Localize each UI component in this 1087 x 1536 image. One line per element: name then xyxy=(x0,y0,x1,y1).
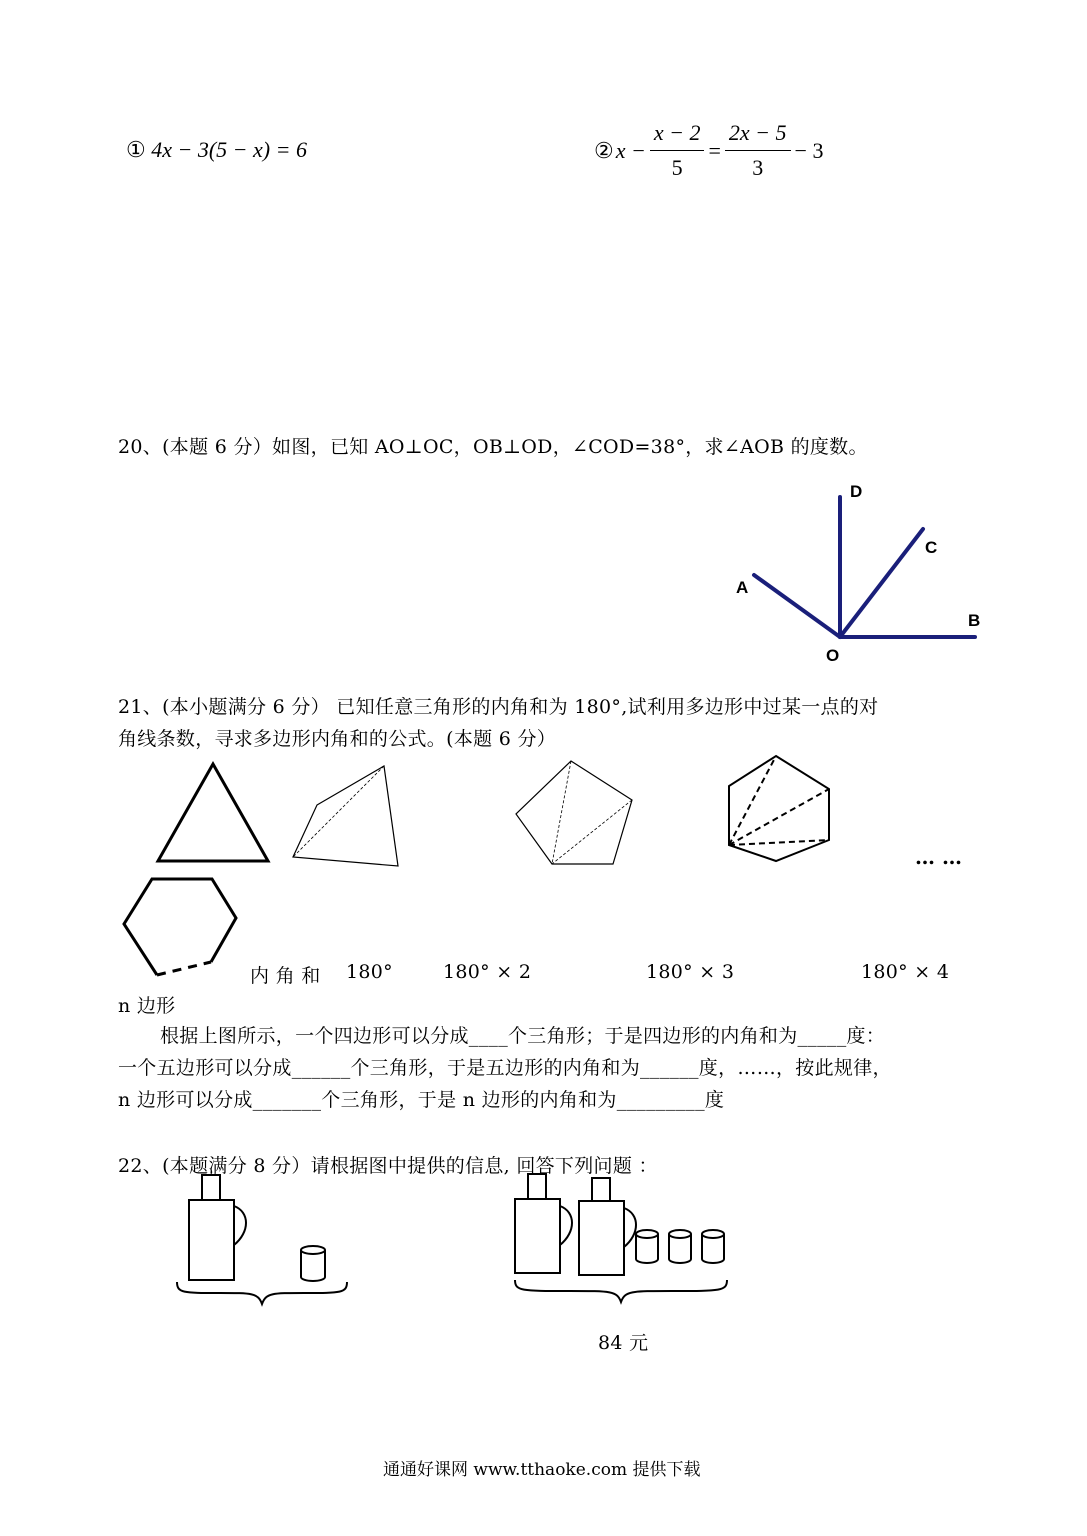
sum-quadrilateral: 180° × 2 xyxy=(443,961,532,983)
thermos-3-handle xyxy=(624,1208,636,1247)
fill-in-line-1: 根据上图所示，一个四边形可以分成____个三角形；于是四边形的内角和为_____度： xyxy=(160,1025,886,1047)
thermos-2-handle xyxy=(560,1206,572,1245)
thermos-3-body xyxy=(579,1201,624,1275)
ellipsis: … … xyxy=(915,845,962,869)
fill-in-line-3: n 边形可以分成_______个三角形，于是 n 边形的内角和为_________度 xyxy=(118,1089,725,1111)
question-20-text: 20、(本题 6 分）如图，已知 AO⊥OC，OB⊥OD，∠COD=38°，求∠AOB 的度数。 xyxy=(118,436,868,458)
cup-4-top xyxy=(702,1230,724,1238)
equation-2-lhs: x − xyxy=(615,137,646,163)
question-21-line-2: 角线条数，寻求多边形内角和的公式。(本题 6 分） xyxy=(118,728,557,750)
equation-2-tail: − 3 xyxy=(794,137,824,163)
fill-in-line-2: 一个五边形可以分成______个三角形，于是五边形的内角和为______度，……，按此规律， xyxy=(118,1057,892,1079)
brace-left xyxy=(177,1282,347,1304)
cup-3-top xyxy=(669,1230,691,1238)
thermos-1-handle xyxy=(234,1206,246,1245)
question-21-line-1: 21、(本小题满分 6 分） 已知任意三角形的内角和为 180°,试利用多边形中过某一点的对 xyxy=(118,696,879,718)
thermos-2-body xyxy=(515,1199,560,1273)
question-22-text: 22、(本题满分 8 分）请根据图中提供的信息, 回答下列问题 ： xyxy=(118,1155,658,1177)
footer-text: 通通好课网 www.tthaoke.com 提供下载 xyxy=(383,1460,701,1480)
fraction-1-numerator: x − 2 xyxy=(650,120,705,151)
thermos-2-cap xyxy=(528,1174,546,1199)
sum-hexagon: 180° × 4 xyxy=(861,961,950,983)
brace-right xyxy=(515,1280,727,1302)
thermos-1-body xyxy=(189,1200,234,1280)
equation-2-marker: ② xyxy=(594,137,614,163)
label-a: A xyxy=(736,578,749,597)
equation-1-expression: 4x − 3(5 − x) = 6 xyxy=(151,137,307,162)
fraction-2-numerator: 2x − 5 xyxy=(725,120,791,151)
sum-pentagon: 180° × 3 xyxy=(646,961,735,983)
n-gon-label: n 边形 xyxy=(118,995,176,1017)
sum-triangle: 180° xyxy=(346,961,393,983)
fraction-1-denominator: 5 xyxy=(671,155,683,180)
price-label: 84 元 xyxy=(598,1332,649,1354)
equals-sign: = xyxy=(708,137,721,163)
equation-1-marker: ① xyxy=(126,137,146,162)
cup-2-top xyxy=(636,1230,658,1238)
thermos-3-cap xyxy=(592,1178,610,1201)
label-b: B xyxy=(968,611,981,630)
thermos-1-cap xyxy=(202,1175,220,1200)
fraction-2-denominator: 3 xyxy=(752,155,764,180)
label-c: C xyxy=(925,538,938,557)
interior-sum-label: 内 角 和 xyxy=(250,965,321,987)
label-d: D xyxy=(850,482,863,501)
cup-1-top xyxy=(301,1246,325,1254)
label-o: O xyxy=(826,646,840,665)
